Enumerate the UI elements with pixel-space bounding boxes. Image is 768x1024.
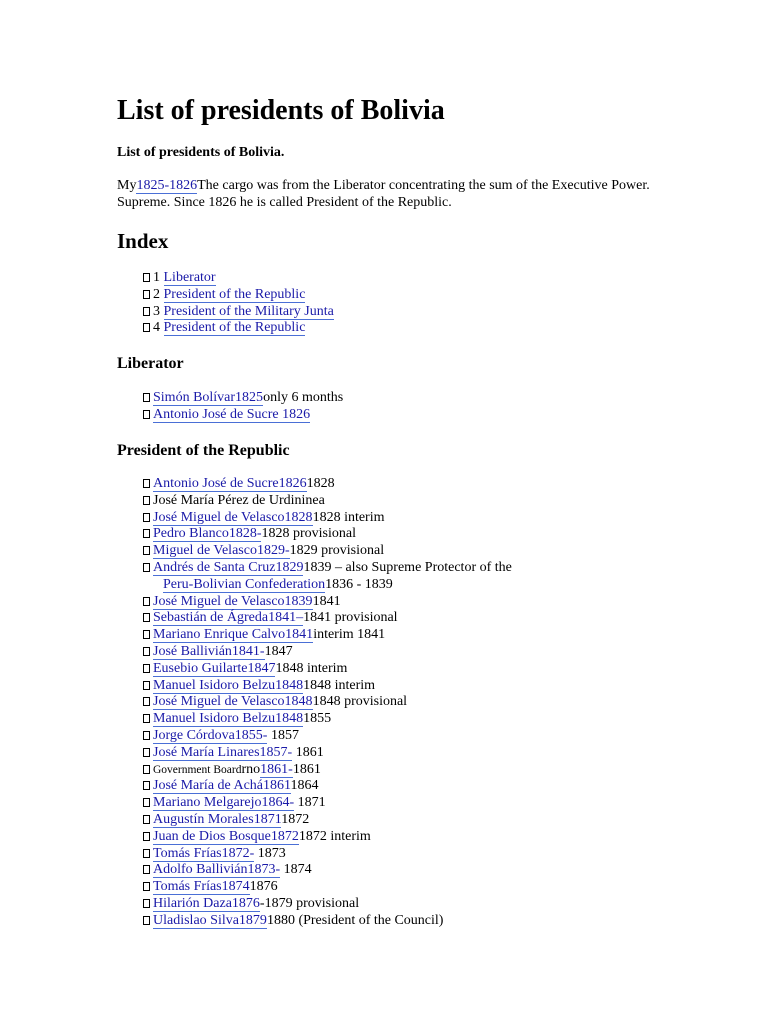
term-text: 1828: [306, 476, 335, 491]
intro-paragraph: [117, 178, 677, 211]
bullet-icon: [143, 563, 150, 572]
term-text: 1829 provisional: [289, 543, 385, 559]
list-item: [143, 778, 512, 795]
term-text: 1839 – also Supreme Protector of the: [303, 559, 512, 575]
bullet-icon: [143, 832, 150, 841]
index-list: [143, 270, 334, 337]
intro-prefix: My: [117, 178, 137, 193]
bullet-icon: [143, 815, 150, 824]
term-text: 1848 provisional: [312, 694, 408, 710]
president-list: [143, 476, 512, 930]
list-item: [143, 846, 512, 863]
list-item: [143, 577, 512, 594]
bullet-icon: [143, 681, 150, 690]
bullet-icon: [143, 849, 150, 858]
term-text: 1836 - 1839: [325, 576, 393, 592]
subtitle: List of presidents of Bolivia.: [117, 145, 285, 160]
list-item: [143, 829, 512, 846]
bullet-icon: [143, 323, 150, 332]
person-link[interactable]: José Miguel de Velasco1848: [153, 694, 313, 710]
list-item: [143, 510, 512, 527]
index-link[interactable]: President of the Military Junta: [163, 303, 334, 319]
list-item: [143, 627, 512, 644]
bullet-icon: [143, 731, 150, 740]
person-link[interactable]: Manuel Isidoro Belzu1848: [153, 677, 304, 693]
person-link[interactable]: Eusebio Guilarte1847: [153, 660, 276, 676]
term-text: José María Pérez de Urdininea: [153, 492, 325, 508]
term-text: 1847: [264, 643, 293, 659]
person-link[interactable]: Sebastián de Ágreda1841–: [153, 610, 304, 626]
term-text: 1855: [303, 711, 332, 727]
bullet-icon: [143, 513, 150, 522]
bullet-icon: [143, 529, 150, 538]
bullet-icon: [143, 546, 150, 555]
bullet-icon: [143, 393, 150, 402]
bullet-icon: [143, 916, 150, 925]
list-item: [143, 560, 512, 577]
index-item: [143, 287, 334, 304]
republic-heading: President of the Republic: [117, 442, 290, 459]
bullet-icon: [143, 664, 150, 673]
intro-text: The cargo was from the Liberator concentrating the sum of the Executive Power. Supreme. Since 1826 he is called President of the Republic.: [117, 178, 650, 210]
bullet-icon: [143, 290, 150, 299]
person-link[interactable]: José María Linares1857-: [153, 744, 293, 760]
term-text: 1861: [292, 761, 321, 777]
government-board-label: Government Board: [153, 763, 242, 776]
bullet-icon: [143, 882, 150, 891]
bullet-icon: [143, 765, 150, 774]
index-item: [143, 320, 334, 337]
index-number: 2: [153, 286, 164, 302]
person-link[interactable]: José Miguel de Velasco1839: [153, 593, 313, 609]
index-item: [143, 270, 334, 287]
term-text: 1861: [292, 744, 324, 760]
person-link[interactable]: Tomás Frías1872-: [153, 845, 255, 861]
list-item: [143, 678, 512, 695]
liberator-heading: Liberator: [117, 355, 184, 372]
bullet-icon: [143, 865, 150, 874]
term-text: interim 1841: [313, 627, 386, 643]
term-text: 1848 interim: [303, 677, 376, 693]
list-item: [143, 493, 512, 510]
list-item: [143, 728, 512, 745]
index-heading: Index: [117, 229, 169, 253]
list-item: [143, 812, 512, 829]
index-number: 4: [153, 320, 164, 336]
term-text: 1841 provisional: [303, 610, 398, 626]
term-text: 1876: [249, 879, 278, 895]
term-text: only 6 months: [263, 390, 344, 405]
person-link[interactable]: Juan de Dios Bosque1872: [153, 828, 299, 844]
list-item: [143, 390, 343, 407]
term-text: 1864: [290, 778, 319, 794]
bullet-icon: [143, 496, 150, 505]
person-link[interactable]: Uladislao Silva1879: [153, 912, 267, 928]
term-text: 1857: [267, 727, 299, 743]
person-link[interactable]: Antonio José de Sucre 1826: [153, 406, 311, 422]
index-number: 1: [153, 270, 164, 285]
list-item: [143, 476, 512, 493]
list-item: [143, 896, 512, 913]
bullet-icon: [143, 630, 150, 639]
list-item: [143, 594, 512, 611]
term-text: -1879 provisional: [259, 895, 360, 911]
list-item: [143, 661, 512, 678]
person-link[interactable]: Antonio José de Sucre1826: [153, 476, 307, 491]
list-item: [143, 762, 512, 779]
person-link[interactable]: Miguel de Velasco1829-: [153, 543, 290, 559]
bullet-icon: [143, 307, 150, 316]
person-link[interactable]: Adolfo Ballivián1873-: [153, 862, 281, 878]
person-link[interactable]: Mariano Enrique Calvo1841: [153, 627, 314, 643]
index-item: [143, 304, 334, 321]
term-text: 1828 provisional: [261, 526, 356, 542]
bullet-icon: [143, 798, 150, 807]
person-link[interactable]: José Ballivián1841-: [153, 643, 265, 659]
person-link[interactable]: Pedro Blanco1828-: [153, 526, 262, 542]
index-link[interactable]: Liberator: [163, 270, 216, 285]
index-link[interactable]: President of the Republic: [163, 286, 306, 302]
person-link[interactable]: Simón Bolívar1825: [153, 390, 264, 405]
list-item: [143, 795, 512, 812]
bullet-icon: [143, 748, 150, 757]
list-item: [143, 745, 512, 762]
bullet-icon: [143, 273, 150, 282]
term-text: 1848 interim: [275, 660, 348, 676]
list-item: [143, 526, 512, 543]
person-link[interactable]: Mariano Melgarejo1864-: [153, 795, 295, 811]
term-text: 1871: [294, 795, 326, 811]
person-link[interactable]: Manuel Isidoro Belzu1848: [153, 711, 304, 727]
bullet-icon: [143, 899, 150, 908]
bullet-icon: [143, 647, 150, 656]
bullet-icon: [143, 597, 150, 606]
list-item: [143, 694, 512, 711]
term-text: 1872 interim: [298, 828, 371, 844]
term-text: 1874: [280, 862, 312, 878]
index-link[interactable]: President of the Republic: [163, 320, 306, 336]
list-item: [143, 644, 512, 661]
board-suffix: rno: [241, 761, 261, 777]
list-item: [143, 879, 512, 896]
bullet-icon: [143, 613, 150, 622]
bullet-icon: [143, 714, 150, 723]
list-item: [143, 862, 512, 879]
term-text: 1872: [281, 811, 310, 827]
term-text: 1880 (President of the Council): [266, 912, 444, 928]
confederation-link[interactable]: Peru-Bolivian Confederation: [163, 576, 326, 592]
person-link[interactable]: José María de Achá1861: [153, 778, 291, 794]
list-item: [143, 913, 512, 930]
liberator-list: [143, 390, 343, 424]
intro-date-link[interactable]: 1825-1826: [136, 178, 198, 193]
bullet-icon: [143, 697, 150, 706]
term-text: 1841: [312, 593, 341, 609]
person-link[interactable]: Andrés de Santa Cruz1829: [153, 559, 304, 575]
person-link[interactable]: José Miguel de Velasco1828: [153, 509, 313, 525]
person-link[interactable]: Augustín Morales1871: [153, 811, 282, 827]
person-link[interactable]: 1861-: [260, 761, 293, 777]
person-link[interactable]: Tomás Frías1874: [153, 879, 250, 895]
index-number: 3: [153, 303, 164, 319]
bullet-icon: [143, 479, 150, 488]
page-title: List of presidents of Bolivia: [117, 95, 445, 126]
term-text: 1873: [254, 845, 286, 861]
list-item: [143, 543, 512, 560]
term-text: 1828 interim: [312, 509, 385, 525]
list-item: [143, 407, 343, 424]
person-link[interactable]: Hilarión Daza1876: [153, 895, 260, 911]
bullet-icon: [143, 781, 150, 790]
bullet-icon: [143, 410, 150, 419]
list-item: [143, 610, 512, 627]
list-item: [143, 711, 512, 728]
person-link[interactable]: Jorge Córdova1855-: [153, 727, 268, 743]
